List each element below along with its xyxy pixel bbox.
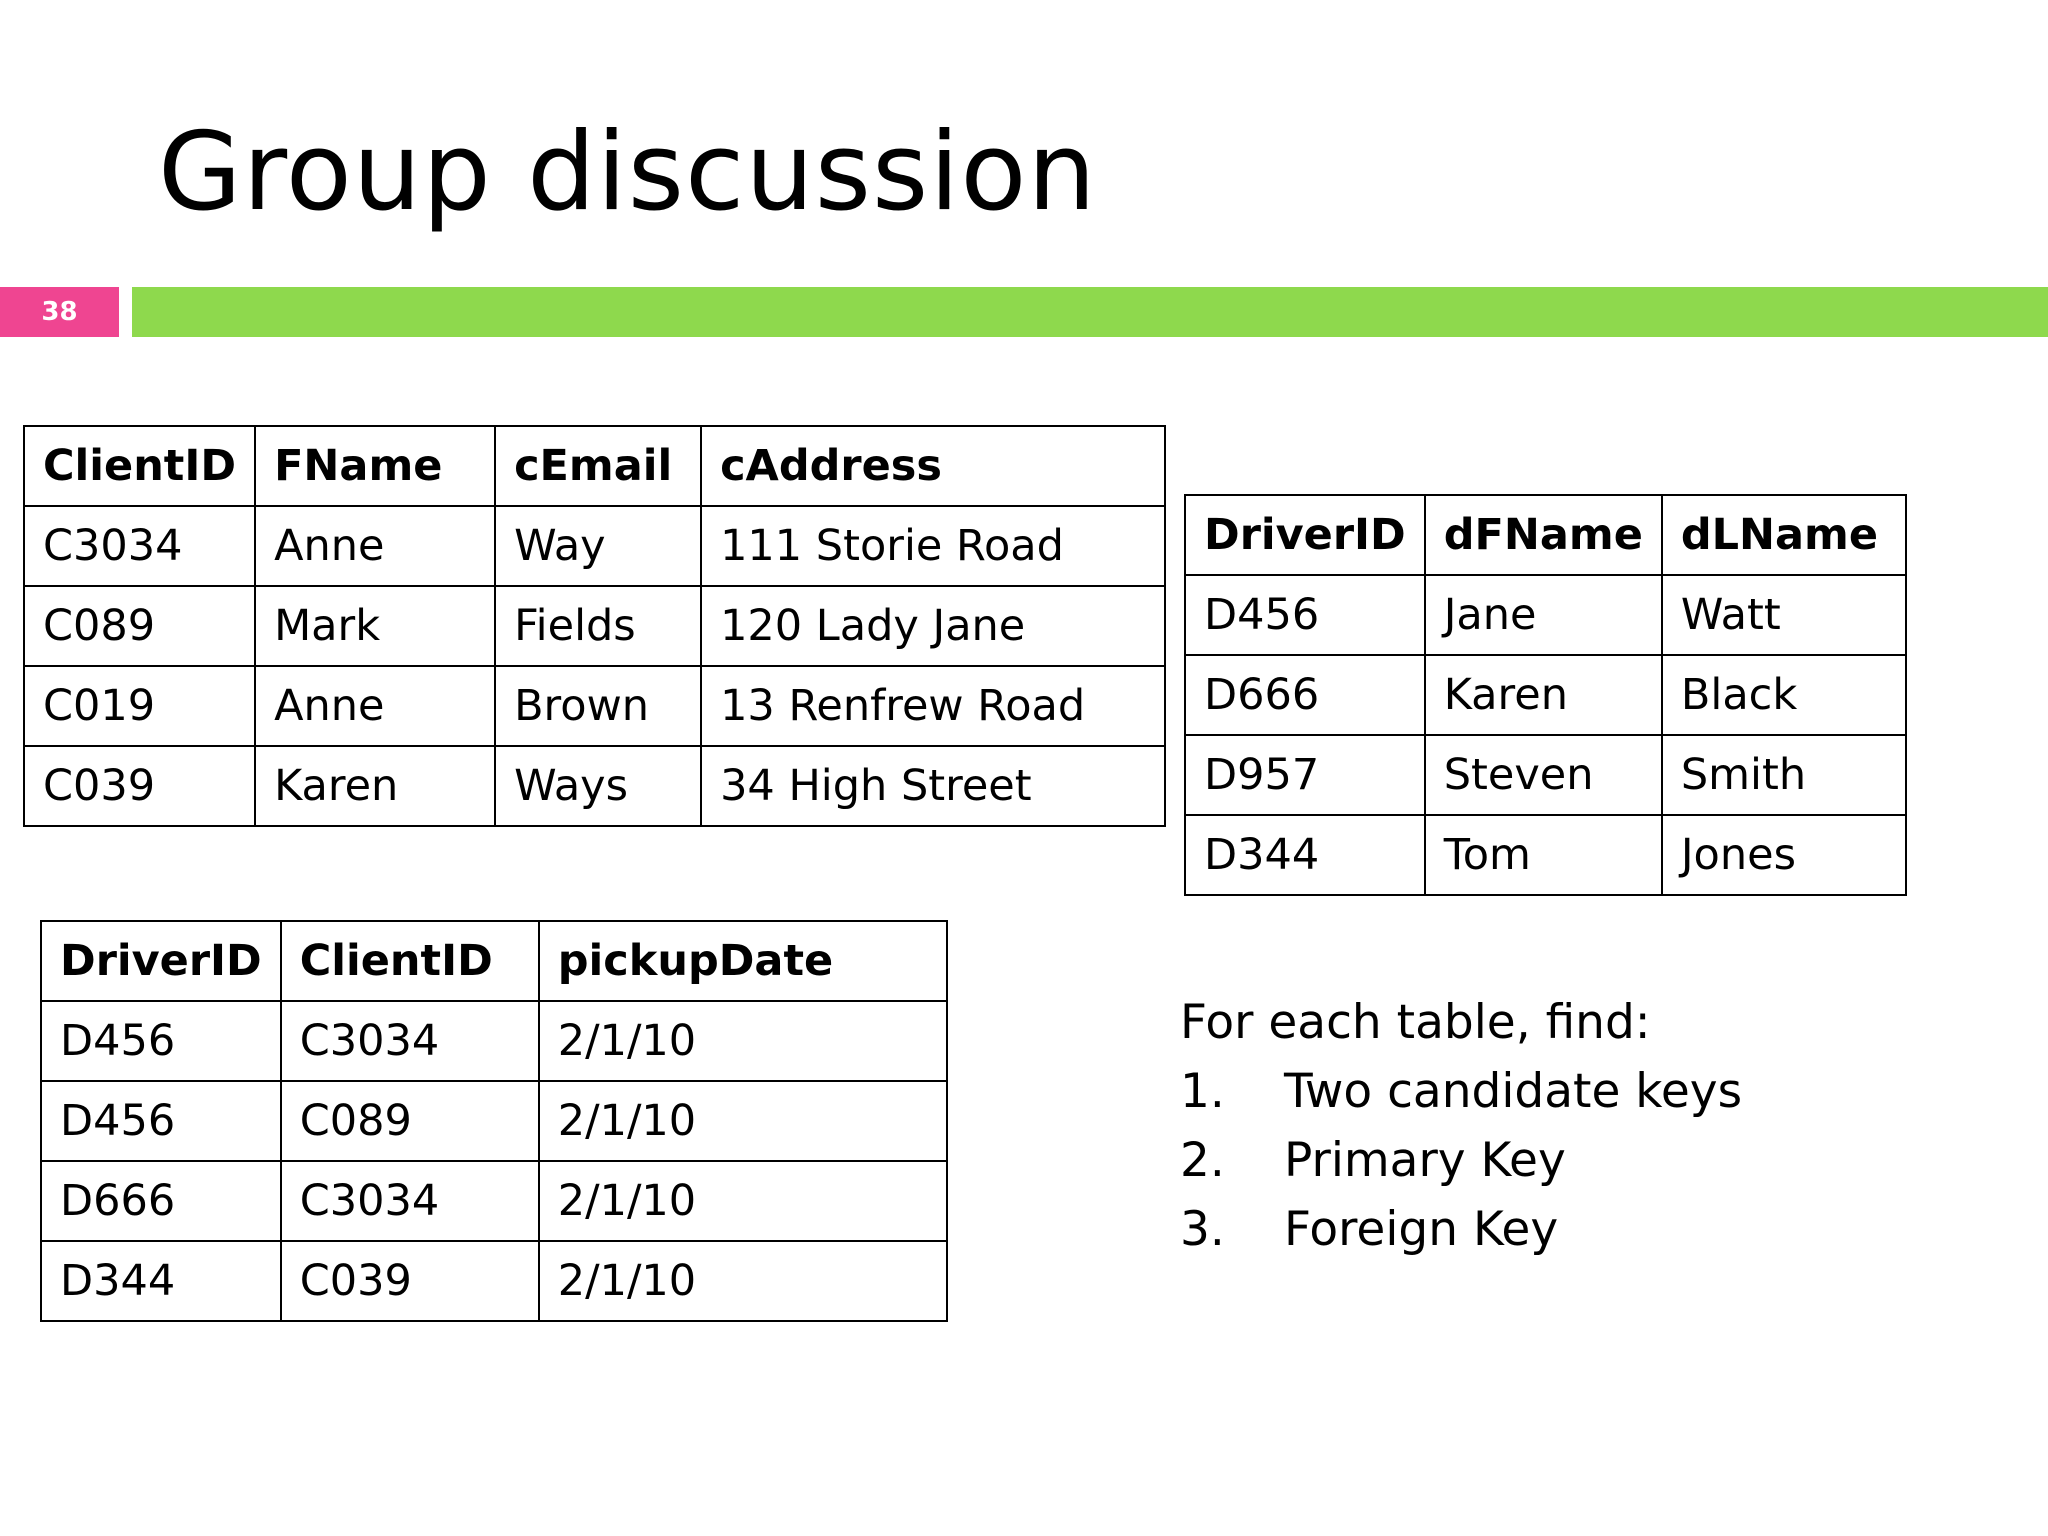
table-cell: Jones <box>1662 815 1906 895</box>
table-cell: D344 <box>41 1241 281 1321</box>
list-item <box>1180 1195 1742 1264</box>
table-cell: Steven <box>1425 735 1662 815</box>
table-cell: Karen <box>1425 655 1662 735</box>
column-header: cAddress <box>701 426 1165 506</box>
slide-number: 38 <box>0 287 119 337</box>
table-cell: Way <box>495 506 701 586</box>
table-cell: 120 Lady Jane <box>701 586 1165 666</box>
table-cell: Ways <box>495 746 701 826</box>
table-cell: Jane <box>1425 575 1662 655</box>
table-cell: D456 <box>41 1001 281 1081</box>
column-header: cEmail <box>495 426 701 506</box>
table-cell: Karen <box>255 746 495 826</box>
table-cell: D666 <box>1185 655 1425 735</box>
list-text: Two candidate keys <box>1284 1064 1743 1119</box>
driver-table <box>1184 494 1907 896</box>
accent-bar <box>132 287 2048 337</box>
table-row <box>24 586 1165 666</box>
table-cell: 2/1/10 <box>539 1001 947 1081</box>
table-cell: Black <box>1662 655 1906 735</box>
table-cell: C089 <box>24 586 255 666</box>
table-row <box>1185 575 1906 655</box>
column-header: pickupDate <box>539 921 947 1001</box>
table-row <box>24 666 1165 746</box>
table-header-row <box>1185 495 1906 575</box>
task-intro: For each table, find: <box>1180 995 1651 1050</box>
table-cell: C039 <box>281 1241 539 1321</box>
table-cell: Mark <box>255 586 495 666</box>
table-cell: C089 <box>281 1081 539 1161</box>
list-number: 2. <box>1180 1133 1225 1188</box>
table-row <box>41 1241 947 1321</box>
column-header: dLName <box>1662 495 1906 575</box>
task-list <box>1180 988 1742 1264</box>
table-row <box>1185 735 1906 815</box>
table-row <box>41 1081 947 1161</box>
list-text: Primary Key <box>1284 1133 1566 1188</box>
table-row <box>24 506 1165 586</box>
table-cell: C019 <box>24 666 255 746</box>
table-row <box>41 1161 947 1241</box>
list-item <box>1180 1057 1742 1126</box>
table-cell: Watt <box>1662 575 1906 655</box>
table-cell: C039 <box>24 746 255 826</box>
column-header: dFName <box>1425 495 1662 575</box>
table-header-row <box>41 921 947 1001</box>
table-cell: Fields <box>495 586 701 666</box>
table-cell: 34 High Street <box>701 746 1165 826</box>
pickup-table <box>40 920 948 1322</box>
table-cell: Tom <box>1425 815 1662 895</box>
list-number: 1. <box>1180 1064 1225 1119</box>
table-row <box>1185 815 1906 895</box>
client-table <box>23 425 1166 827</box>
table-cell: D456 <box>1185 575 1425 655</box>
table-cell: Anne <box>255 666 495 746</box>
table-row <box>24 746 1165 826</box>
table-cell: Anne <box>255 506 495 586</box>
list-text: Foreign Key <box>1284 1202 1559 1257</box>
list-number: 3. <box>1180 1202 1225 1257</box>
column-header: ClientID <box>281 921 539 1001</box>
table-cell: 2/1/10 <box>539 1081 947 1161</box>
table-cell: Smith <box>1662 735 1906 815</box>
table-cell: C3034 <box>281 1161 539 1241</box>
table-row <box>41 1001 947 1081</box>
table-cell: 13 Renfrew Road <box>701 666 1165 746</box>
column-header: FName <box>255 426 495 506</box>
table-cell: 2/1/10 <box>539 1161 947 1241</box>
table-cell: D666 <box>41 1161 281 1241</box>
slide-title: Group discussion <box>158 110 1097 235</box>
table-cell: 2/1/10 <box>539 1241 947 1321</box>
table-header-row <box>24 426 1165 506</box>
column-header: DriverID <box>1185 495 1425 575</box>
table-cell: D456 <box>41 1081 281 1161</box>
list-item <box>1180 1126 1742 1195</box>
column-header: ClientID <box>24 426 255 506</box>
table-cell: Brown <box>495 666 701 746</box>
table-cell: 111 Storie Road <box>701 506 1165 586</box>
table-cell: D957 <box>1185 735 1425 815</box>
table-cell: C3034 <box>24 506 255 586</box>
column-header: DriverID <box>41 921 281 1001</box>
table-row <box>1185 655 1906 735</box>
table-cell: D344 <box>1185 815 1425 895</box>
table-cell: C3034 <box>281 1001 539 1081</box>
